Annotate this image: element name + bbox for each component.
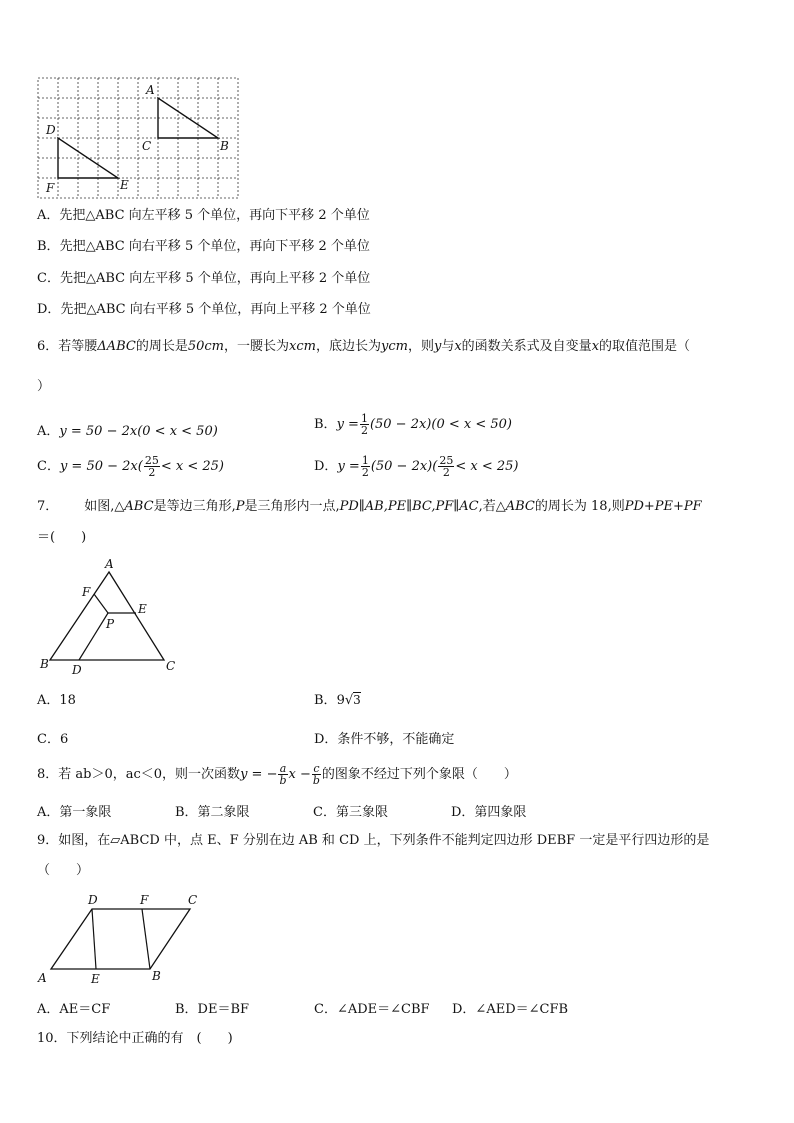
segment-pf (94, 594, 108, 613)
translation-grid-figure (38, 78, 238, 198)
q9-stem: 9．如图，在▱ABCD 中，点 E、F 分别在边 AB 和 CD 上，下列条件不能判定四边形 DEBF 一定是平行四边形的是 (37, 833, 710, 848)
q6-stem-close: ） (37, 379, 51, 394)
label-b: B (220, 139, 229, 153)
label-f: F (140, 893, 149, 907)
q9-option-b: B．DE＝BF (175, 1002, 250, 1017)
q6-stem: 6．若等腰ΔABC的周长是50cm，一腰长为xcm，底边长为ycm，则y与x的函数关系式及自变量x的取值范围是（ (37, 339, 691, 354)
q7-stem: 7． 如图,△ABC是等边三角形,P是三角形内一点,PD∥AB,PE∥BC,PF∥AC,若△ABC的周长为 18,则PD+PE+PF (37, 499, 702, 514)
triangle-abc (50, 572, 164, 660)
q7-option-d: D．条件不够，不能确定 (314, 732, 455, 747)
label-c: C (188, 893, 198, 907)
label-d: D (46, 123, 56, 137)
q8-option-a: A．第一象限 (37, 805, 112, 820)
parallelogram-abcd (51, 909, 190, 969)
q8-option-c: C．第三象限 (313, 805, 388, 820)
segment-pd (79, 613, 108, 660)
q10-stem: 10．下列结论中正确的有 ( ) (37, 1031, 233, 1046)
segment-bf (142, 909, 150, 969)
q7-option-a: A．18 (37, 693, 76, 708)
label-c: C (166, 659, 176, 673)
equilateral-triangle-figure (38, 556, 188, 677)
label-e: E (120, 178, 129, 192)
q9-option-a: A．AE＝CF (37, 1002, 111, 1017)
q7-option-c: C．6 (37, 732, 69, 747)
q5-option-a: A．先把△ABC 向左平移 5 个单位，再向下平移 2 个单位 (37, 208, 370, 223)
q5-option-c: C．先把△ABC 向左平移 5 个单位，再向上平移 2 个单位 (37, 271, 371, 286)
parallelogram-figure (38, 893, 208, 985)
q8-option-b: B．第二象限 (175, 805, 250, 820)
label-e: E (91, 972, 100, 986)
label-a: A (146, 83, 155, 97)
q6-option-b: B．y = $\frac{1}{2}$ (50 − 2x)(0 < x < 50) (314, 412, 512, 437)
label-c: C (142, 139, 152, 153)
label-d: D (88, 893, 98, 907)
q7-stem-line2: ＝( ) (37, 530, 87, 545)
label-f: F (82, 585, 91, 599)
q8-stem: 8．若 ab＞0，ac＜0，则一次函数y = − $\frac{a}{b}$ x − $\frac{c}{b}$ 的图象不经过下列个象限（ ） (37, 762, 517, 787)
label-p: P (106, 617, 115, 631)
label-e: E (138, 602, 147, 616)
q6-option-a: A．y = 50 − 2x(0 < x < 50) (37, 424, 218, 439)
q8-option-d: D．第四象限 (451, 805, 527, 820)
segment-de (92, 909, 96, 969)
label-d: D (72, 663, 82, 677)
label-b: B (152, 969, 161, 983)
label-b: B (40, 657, 49, 671)
label-f: F (46, 181, 55, 195)
q6-option-c: C．y = 50 − 2x( $\frac{25}{2}$ < x < 25) (37, 454, 224, 479)
label-a: A (38, 971, 47, 985)
q9-option-d: D．∠AED＝∠CFB (452, 1002, 569, 1017)
q6-option-d: D．y = $\frac{1}{2}$ (50 − 2x)( $\frac{25}{2}$ < x < 25) (314, 454, 519, 479)
q5-option-d: D．先把△ABC 向右平移 5 个单位，再向上平移 2 个单位 (37, 302, 371, 317)
q7-option-b: B．9√3 (314, 693, 361, 708)
q9-stem-line2: （ ） (37, 863, 90, 878)
q9-option-c: C．∠ADE＝∠CBF (314, 1002, 430, 1017)
label-a: A (105, 557, 114, 571)
q5-option-b: B．先把△ABC 向右平移 5 个单位，再向下平移 2 个单位 (37, 239, 370, 254)
